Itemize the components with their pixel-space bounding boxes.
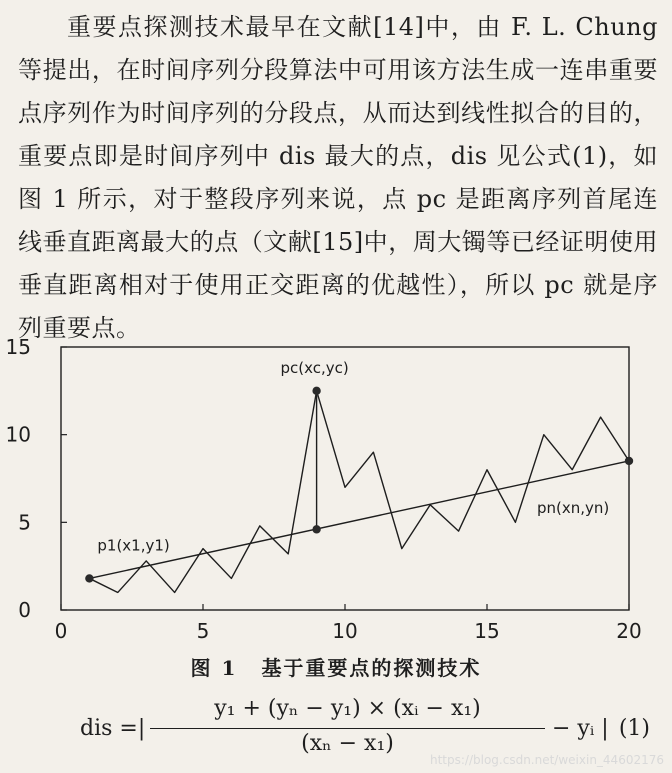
marked-point (312, 525, 320, 533)
watermark: https://blog.csdn.net/weixin_44602176 (429, 753, 664, 767)
body-paragraph (18, 6, 658, 350)
x-tick-label: 10 (332, 619, 358, 643)
figure-1-chart (0, 335, 672, 653)
y-tick-label: 10 (5, 422, 31, 447)
figure-caption (0, 652, 672, 681)
formula-fraction (150, 696, 545, 756)
y-tick-label: 15 (5, 335, 31, 359)
point-label: pc(xc,yc) (280, 358, 349, 377)
formula-denominator: (xₙ − x₁) (301, 731, 394, 756)
point-label: pn(xn,yn) (537, 498, 610, 517)
series-line (89, 391, 629, 593)
marked-point (625, 457, 633, 465)
plot-frame (61, 347, 629, 610)
y-tick-label: 5 (18, 510, 31, 535)
paragraph-text: 重要点探测技术最早在文献[14]中，由 F. L. Chung 等提出，在时间序列分段算法中可用该方法生成一连串重要点序列作为时间序列的分段点，从而达到线性拟合的目的，重要点即是时间序列中 dis 最大的点，dis 见公式(1)，如图 1 所示，对于整段序列来说，点 pc 是距离序列首尾连线垂直距离最大的点（文献[15]中，周大镯等已经证明使用垂直距离相对于使用正交距离的优越性），所以 pc 就是序列重要点。 (18, 13, 658, 342)
formula-lhs: dis =| (80, 716, 146, 741)
y-tick-label: 0 (18, 598, 31, 622)
marked-point (312, 387, 320, 395)
chord-line (89, 461, 629, 578)
marked-point (85, 574, 93, 582)
x-tick-label: 0 (54, 619, 68, 643)
point-label: p1(x1,y1) (97, 536, 170, 555)
chart-marks (85, 387, 633, 593)
formula-rhs: − yᵢ | (552, 716, 609, 741)
x-tick-label: 5 (196, 619, 210, 643)
point-labels (97, 359, 609, 555)
formula-numerator: y₁ + (yₙ − y₁) × (xᵢ − x₁) (214, 696, 481, 721)
fraction-bar (150, 728, 545, 729)
axis-ticks (6, 335, 642, 643)
x-tick-label: 20 (616, 619, 642, 643)
x-tick-label: 15 (474, 619, 500, 643)
caption-text: 基于重要点的探测技术 (261, 656, 482, 680)
caption-number: 图 1 (190, 656, 238, 680)
equation-number: (1) (618, 716, 650, 741)
